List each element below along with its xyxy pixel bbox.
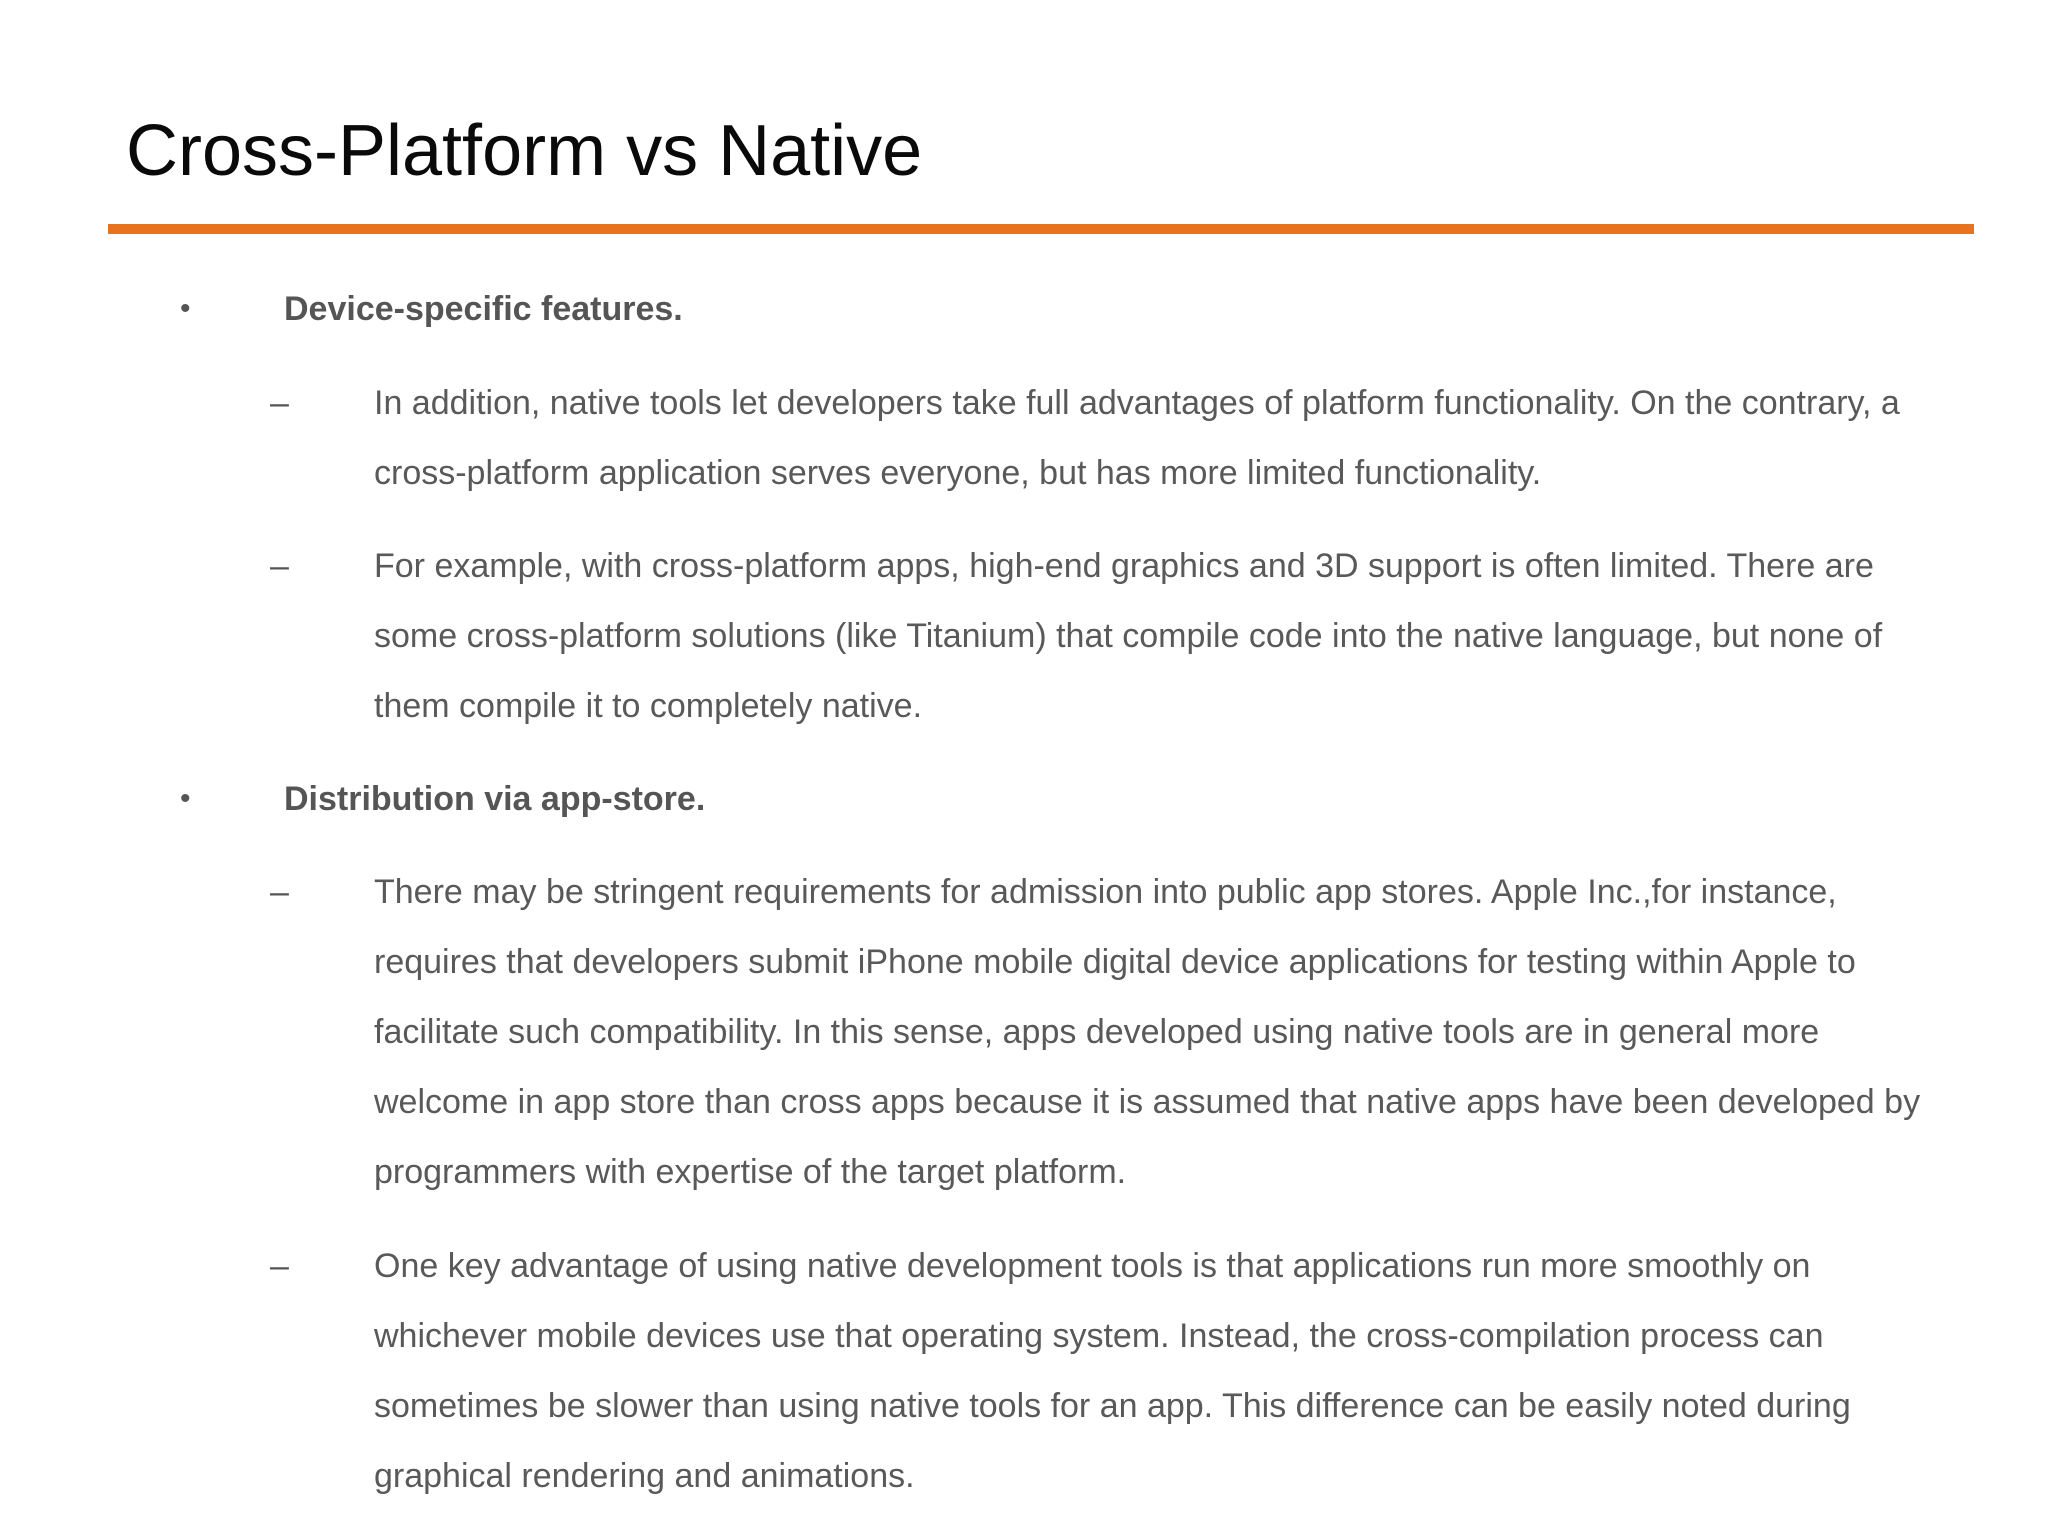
sub-bullet-text: There may be stringent requirements for admission into public app stores. Apple Inc.,for instance, requires that developers submit iPhone mobile digital device applications for testing within Apple to facilitate such compatibility. In this sense, apps developed using native tools are in general more welcome in app store than cross apps because it is assumed that native apps have been developed by programmers with expertise of the target platform. bbox=[374, 873, 1921, 1191]
bullet-heading: Device-specific features. bbox=[284, 290, 683, 328]
dash-icon: – bbox=[270, 1247, 289, 1285]
sub-bullet-text: In addition, native tools let developers take full advantages of platform functionality. On the contrary, a cross-platform application serves everyone, but has more limited functionality. bbox=[374, 384, 1900, 492]
sub-bullet-text: One key advantage of using native development tools is that applications run more smoothly on whichever mobile devices use that operating system. Instead, the cross-compilation process can sometimes be slower than using native tools for an app. This difference can be easily noted during graphical rendering and animations. bbox=[374, 1247, 1851, 1495]
dash-icon: – bbox=[270, 384, 289, 422]
bullet-dot-icon: • bbox=[180, 782, 191, 815]
bullet-heading: Distribution via app-store. bbox=[284, 780, 706, 818]
title-underline bbox=[108, 224, 1974, 234]
bullet-dot-icon: • bbox=[180, 292, 191, 325]
dash-icon: – bbox=[270, 547, 289, 585]
sub-bullet-text: For example, with cross-platform apps, high-end graphics and 3D support is often limited. There are some cross-platform solutions (like Titanium) that compile code into the native language, but none of them compile it to completely native. bbox=[374, 547, 1883, 725]
dash-icon: – bbox=[270, 873, 289, 911]
slide-title: Cross-Platform vs Native bbox=[126, 111, 923, 191]
